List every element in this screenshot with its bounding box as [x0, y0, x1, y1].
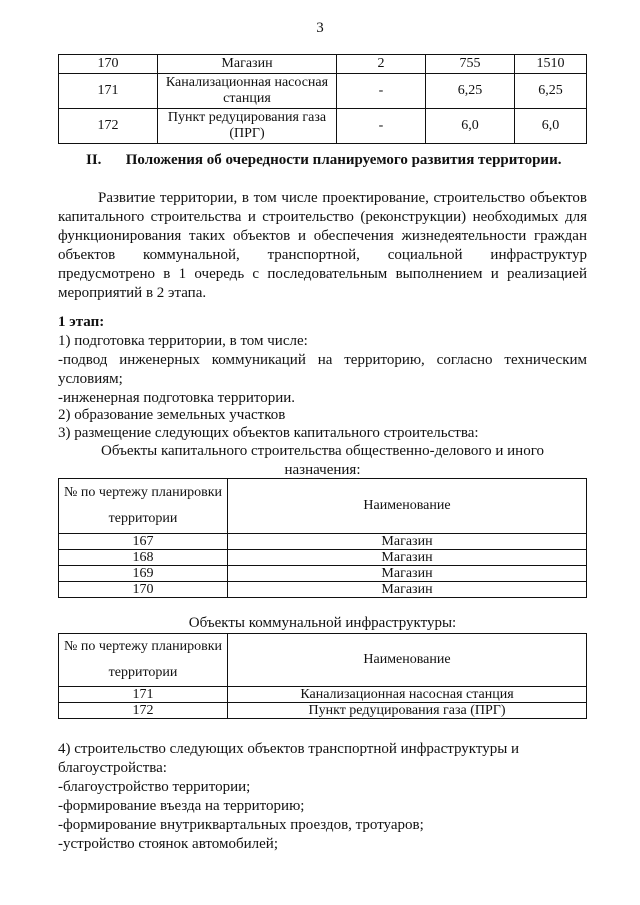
- table-cell-total: 6,25: [515, 74, 587, 109]
- stage1-line: -подвод инженерных коммуникаций на территорию, согласно техническим условиям;: [58, 352, 587, 387]
- table-row: [59, 55, 587, 74]
- table-cell-total: 1510: [515, 55, 587, 74]
- stage1-line: 3) размещение следующих объектов капитального строительства:: [58, 425, 479, 441]
- table-cell-num: 168: [59, 550, 228, 566]
- header-num: № по чертежу планировки территории: [59, 634, 228, 687]
- table-row: [59, 534, 587, 550]
- table-row: [59, 550, 587, 566]
- table-cell-num: 170: [59, 55, 158, 74]
- objects-table-top: [58, 54, 587, 144]
- header-name: Наименование: [228, 479, 587, 534]
- utility-objects-table: [58, 633, 587, 719]
- header-num: № по чертежу планировки территории: [59, 479, 228, 534]
- stage1-line: -инженерная подготовка территории.: [58, 390, 296, 406]
- table-row: [59, 687, 587, 703]
- table-cell-num: 170: [59, 582, 228, 598]
- table-cell-num: 171: [59, 74, 158, 109]
- table-cell-area: 6,25: [426, 74, 515, 109]
- table2-caption: Объекты капитального строительства общественно-делового и иного назначения:: [101, 443, 544, 478]
- table-cell-qty: 2: [337, 55, 426, 74]
- table-row: [59, 109, 587, 144]
- table-cell-num: 167: [59, 534, 228, 550]
- intro-paragraph: Развитие территории, в том числе проектирование, строительство объектов капитального строительства и строительство (реконструкции) необходимых для функционирования таких объектов и обеспечения жизнедеятельности граждан объектов коммунальной, транспортной, социальной инфраструктур предусмотрено в 1 очередь с последовательным выполнением и реализацией мероприятий в 2 этапа.: [58, 190, 587, 301]
- table-cell-area: 755: [426, 55, 515, 74]
- table-header-row: [59, 479, 587, 534]
- table-cell-name: Магазин: [228, 582, 587, 598]
- table-cell-num: 172: [59, 703, 228, 719]
- table-row: [59, 566, 587, 582]
- table-row: [59, 582, 587, 598]
- table-cell-name: Магазин: [228, 566, 587, 582]
- table-row: [59, 703, 587, 719]
- stage1-line: 4) строительство следующих объектов транспортной инфраструктуры и благоустройства:: [58, 741, 520, 776]
- table-cell-name: Пункт редуцирования газа (ПРГ): [158, 109, 337, 144]
- stage1-line: -благоустройство территории;: [58, 779, 251, 795]
- table-cell-qty: -: [337, 109, 426, 144]
- page-number: 3: [316, 20, 324, 36]
- stage1-line: -формирование внутриквартальных проездов, тротуаров;: [58, 817, 424, 833]
- stage1-line: -формирование въезда на территорию;: [58, 798, 305, 814]
- table3-caption: Объекты коммунальной инфраструктуры:: [188, 615, 457, 631]
- stage1-title: 1 этап:: [58, 314, 105, 330]
- public-objects-table: [58, 478, 587, 598]
- table-cell-qty: -: [337, 74, 426, 109]
- table-cell-name: Магазин: [158, 55, 337, 74]
- header-name: Наименование: [228, 634, 587, 687]
- table-cell-name: Канализационная насосная станция: [158, 74, 337, 109]
- table-cell-total: 6,0: [515, 109, 587, 144]
- table-header-row: [59, 634, 587, 687]
- table-cell-area: 6,0: [426, 109, 515, 144]
- table-cell-name: Пункт редуцирования газа (ПРГ): [228, 703, 587, 719]
- table-cell-name: Магазин: [228, 550, 587, 566]
- section-title: Положения об очередности планируемого развития территории.: [125, 152, 562, 168]
- stage1-line: -устройство стоянок автомобилей;: [58, 836, 278, 852]
- stage1-line: 1) подготовка территории, в том числе:: [58, 333, 308, 349]
- table-cell-name: Магазин: [228, 534, 587, 550]
- stage1-line: 2) образование земельных участков: [58, 407, 286, 423]
- section-heading: [58, 152, 587, 169]
- table-row: [59, 74, 587, 109]
- table-cell-num: 171: [59, 687, 228, 703]
- table-cell-num: 172: [59, 109, 158, 144]
- table-cell-name: Канализационная насосная станция: [228, 687, 587, 703]
- section-number: II.: [86, 152, 102, 168]
- table-cell-num: 169: [59, 566, 228, 582]
